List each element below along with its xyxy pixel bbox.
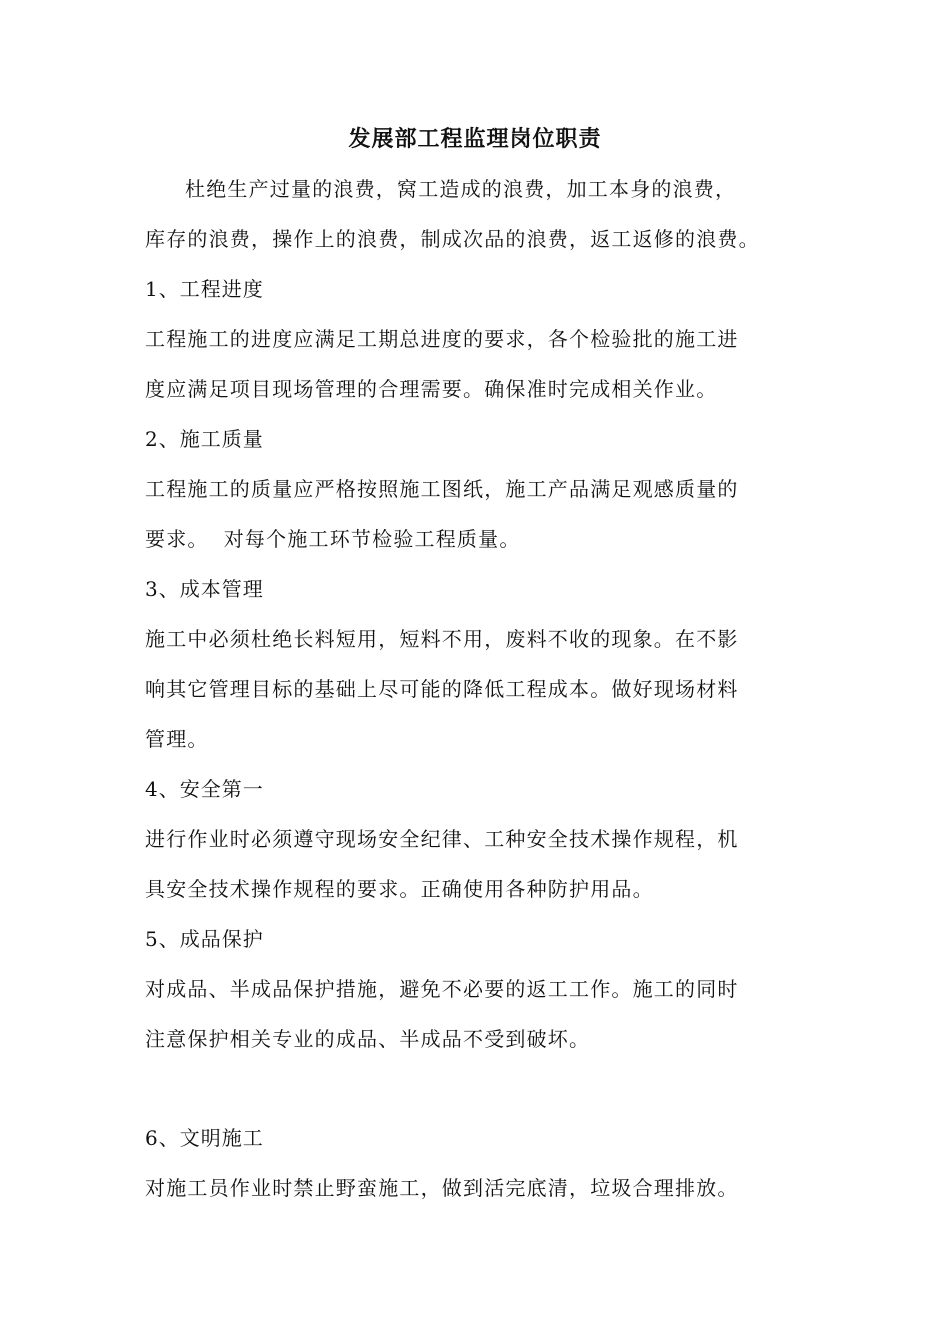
section-4-line-2: 具安全技术操作规程的要求。正确使用各种防护用品。 — [145, 877, 654, 901]
section-6-line-1: 对施工员作业时禁止野蛮施工，做到活完底清，垃圾合理排放。 — [145, 1176, 739, 1200]
section-1-heading: 1、工程进度 — [145, 277, 264, 301]
section-4-heading: 4、安全第一 — [145, 777, 264, 801]
page-title: 发展部工程监理岗位职责 — [348, 126, 602, 152]
section-2-line-2: 要求。 对每个施工环节检验工程质量。 — [145, 527, 521, 551]
section-1-line-2: 度应满足项目现场管理的合理需要。确保准时完成相关作业。 — [145, 377, 718, 401]
section-1-line-1: 工程施工的进度应满足工期总进度的要求，各个检验批的施工进 — [145, 327, 739, 351]
section-3-line-1: 施工中必须杜绝长料短用，短料不用，废料不收的现象。在不影 — [145, 627, 739, 651]
section-3-line-3: 管理。 — [145, 727, 209, 751]
section-5-line-2: 注意保护相关专业的成品、半成品不受到破坏。 — [145, 1027, 591, 1051]
section-4-line-1: 进行作业时必须遵守现场安全纪律、工种安全技术操作规程，机 — [145, 827, 739, 851]
section-2-line-1: 工程施工的质量应严格按照施工图纸，施工产品满足观感质量的 — [145, 477, 739, 501]
section-3-heading: 3、成本管理 — [145, 577, 264, 601]
section-5-line-1: 对成品、半成品保护措施，避免不必要的返工工作。施工的同时 — [145, 977, 739, 1001]
section-5-heading: 5、成品保护 — [145, 927, 264, 951]
section-2-heading: 2、施工质量 — [145, 427, 264, 451]
intro-line-2: 库存的浪费，操作上的浪费，制成次品的浪费，返工返修的浪费。 — [145, 227, 760, 251]
section-3-line-2: 响其它管理目标的基础上尽可能的降低工程成本。做好现场材料 — [145, 677, 739, 701]
section-6-heading: 6、文明施工 — [145, 1126, 264, 1150]
intro-line-1: 杜绝生产过量的浪费，窝工造成的浪费，加工本身的浪费， — [185, 177, 737, 201]
